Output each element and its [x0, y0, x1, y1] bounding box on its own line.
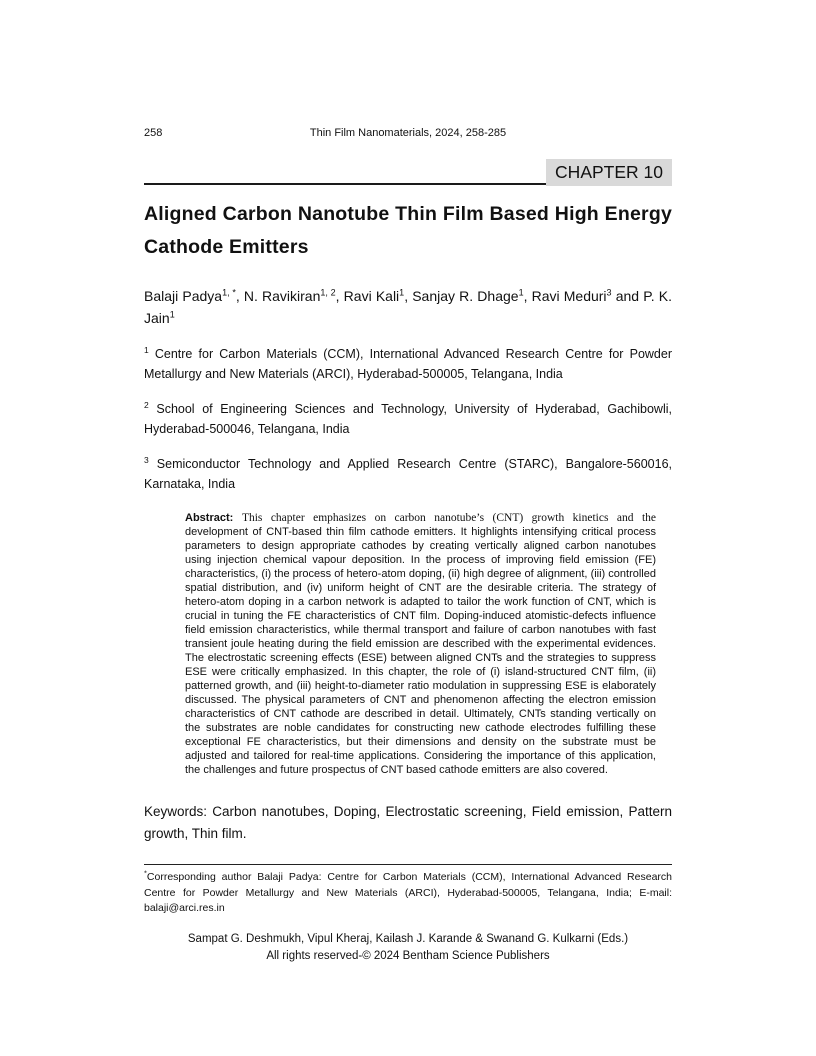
- keywords-paragraph: [144, 801, 672, 845]
- imprint: [144, 931, 672, 965]
- keywords-label: Keywords:: [144, 804, 208, 819]
- editors-line: Sampat G. Deshmukh, Vipul Kheraj, Kailash J. Karande & Swanand G. Kulkarni (Eds.): [187, 932, 629, 945]
- chapter-heading-row: [144, 156, 672, 185]
- authors-line: Balaji Padya$^{1, *}$, N. Ravikiran$^{1, 2}$, Ravi Kali$^1$, Sanjay R. Dhage$^1$, Ravi Meduri$^3$ and P. K. Jain$^1$: [144, 287, 672, 326]
- running-head: [144, 126, 672, 140]
- chapter-title: Aligned Carbon Nanotube Thin Film Based High Energy Cathode Emitters: [144, 203, 672, 258]
- abstract-body-text: development of CNT-based thin film cathode emitters. It highlights intensifying critical process parameters to design appropriate cathodes by creating vertically aligned carbon nanotubes using injection chemical vapour deposition. In the process of improving field emission (FE) characteristics, (i) the process of hetero-atom doping, (ii) high degree of alignment, (iii) controlled spatial distribution, and (iv) uniform height of CNT are the desirable criteria. The strategy of hetero-atom doping in a carbon network is adapted to tailor the work function of CNT, which is crucial in tuning the FE characteristics of CNT film. Doping-induced atomistic-defects influence field emission characteristics, while thermal transport and failure of carbon nanotubes with fast transient joule heating during the field emission are described with the experimental evidences. The electrostatic screening effects (ESE) between aligned CNTs and the strategies to suppress ESE were critically emphasized. In this chapter, the role of (i) island-structured CNT film, (ii) patterned growth, and (iii) height-to-diameter ratio modulation in suppressing ESE is elaborately discussed. The physical parameters of CNT and phenomenon affecting the electron emission characteristics of CNT cathode are described in detail. Ultimately, CNTs standing vertically on the substrates are noble candidates for constructing new cathode electrodes fulfilling these exceptional FE characteristics, but their dimensions and density on the substrate must be adjusted and tailored for real-time applications. Considering the importance of this application, the challenges and future prospectus of CNT based cathode emitters are also covered.: [185, 526, 656, 776]
- corresponding-author-note: [144, 864, 672, 917]
- footnote-marker: *: [144, 868, 147, 878]
- affiliations: [144, 344, 672, 494]
- abstract-label: Abstract:: [185, 512, 234, 524]
- abstract-lead-text: This chapter emphasizes on carbon nanotube’s (CNT) growth kinetics and the: [241, 512, 656, 524]
- chapter-badge: CHAPTER 10: [546, 159, 672, 186]
- journal-citation: Thin Film Nanomaterials, 2024, 258-285: [309, 127, 507, 139]
- affiliation: $^3$ Semiconductor Technology and Applied Research Centre (STARC), Bangalore-560016, Karnataka, India: [144, 454, 672, 491]
- rights-line: All rights reserved-© 2024 Bentham Science Publishers: [266, 949, 550, 962]
- page-number: 258: [144, 127, 163, 139]
- abstract-paragraph: [185, 511, 656, 777]
- footnote-text: Corresponding author Balaji Padya: Centre for Carbon Materials (CCM), International Advanced Research Centre for Powder Metallurgy and New Materials (ARCI), Hyderabad-500005, Telangana, India; E-mail: balaji@arci.res.in: [144, 871, 672, 914]
- keywords-text: Carbon nanotubes, Doping, Electrostatic screening, Field emission, Pattern growth, Thin film.: [144, 804, 672, 841]
- affiliation: $^1$ Centre for Carbon Materials (CCM), International Advanced Research Centre for Powder Metallurgy and New Materials (ARCI), Hyderabad-500005, Telangana, India: [144, 344, 672, 381]
- affiliation: $^2$ School of Engineering Sciences and Technology, University of Hyderabad, Gachibowli, Hyderabad-500046, Telangana, India: [144, 399, 672, 436]
